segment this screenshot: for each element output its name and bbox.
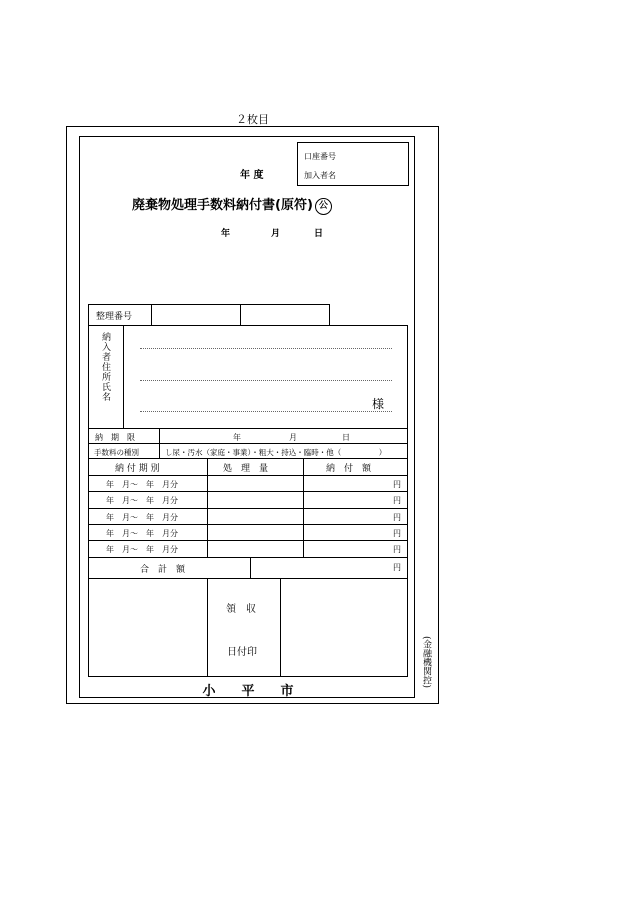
fee-type-top-line	[88, 443, 408, 444]
receipt-right-divider	[280, 578, 281, 677]
total-label: 合 計 額	[140, 565, 186, 575]
payer-divider	[123, 325, 124, 428]
deadline-label: 納 期 限	[95, 433, 135, 442]
row-line-5	[88, 540, 408, 541]
date-stamp-label: 日付印	[227, 647, 257, 658]
total-bottom-line	[88, 578, 408, 579]
payer-address-line-1	[140, 348, 392, 349]
side-note: (金融機関控)	[421, 636, 431, 689]
row-line-4	[88, 524, 408, 525]
period-row-4: 年 月〜 年 月分	[106, 529, 178, 538]
row-line-3	[88, 508, 408, 509]
date-month: 月	[271, 229, 281, 239]
form-title	[132, 194, 332, 215]
deadline-year: 年	[233, 433, 241, 442]
col-payment-header: 納 付 額	[326, 464, 372, 474]
subscriber-label: 加入者名	[304, 171, 336, 180]
seiri-label: 整理番号	[96, 312, 133, 322]
payer-address-line-2	[140, 380, 392, 381]
col-period-header: 納 付 期 別	[115, 464, 160, 474]
yen-row-2: 円	[393, 496, 401, 505]
deadline-day: 日	[342, 433, 350, 442]
row-line-1	[88, 475, 408, 476]
row-line-6	[88, 557, 408, 558]
yen-row-1: 円	[393, 480, 401, 489]
account-label: 口座番号	[304, 152, 336, 161]
period-row-1: 年 月〜 年 月分	[106, 480, 178, 489]
date-day: 日	[314, 229, 324, 239]
period-row-5: 年 月〜 年 月分	[106, 545, 178, 554]
city-name: 小 平 市	[202, 684, 294, 699]
payer-name-line	[140, 411, 392, 412]
col-processed-header: 処 理 量	[223, 464, 269, 474]
deadline-month: 月	[289, 433, 297, 442]
fee-type-value: し尿・汚水（家庭・事業）・粗大・持込・臨時・他（ ）	[165, 448, 387, 457]
row-line-2	[88, 491, 408, 492]
date-year: 年	[221, 229, 231, 239]
honorific: 様	[372, 397, 385, 411]
account-box	[297, 142, 409, 186]
header-row-top-line	[88, 458, 408, 459]
fiscal-year-label: 年 度	[240, 170, 264, 181]
total-divider	[250, 557, 251, 578]
period-row-2: 年 月〜 年 月分	[106, 496, 178, 505]
receipt-label: 領 収	[226, 604, 256, 615]
yen-row-3: 円	[393, 513, 401, 522]
fee-type-label: 手数料の種別	[94, 448, 139, 457]
public-mark: 公	[315, 198, 332, 215]
yen-row-5: 円	[393, 545, 401, 554]
seiri-divider-2	[240, 304, 241, 326]
period-row-3: 年 月〜 年 月分	[106, 513, 178, 522]
form-title-text: 廃棄物処理手数料納付書(原符)	[132, 198, 313, 213]
receipt-left-divider	[207, 578, 208, 677]
total-yen: 円	[393, 563, 401, 572]
sheet-label: ２枚目	[236, 113, 269, 126]
seiri-divider-1	[151, 304, 152, 326]
deadline-top-line	[88, 428, 408, 429]
payer-vertical-label: 納入者住所氏名	[100, 332, 110, 402]
yen-row-4: 円	[393, 529, 401, 538]
